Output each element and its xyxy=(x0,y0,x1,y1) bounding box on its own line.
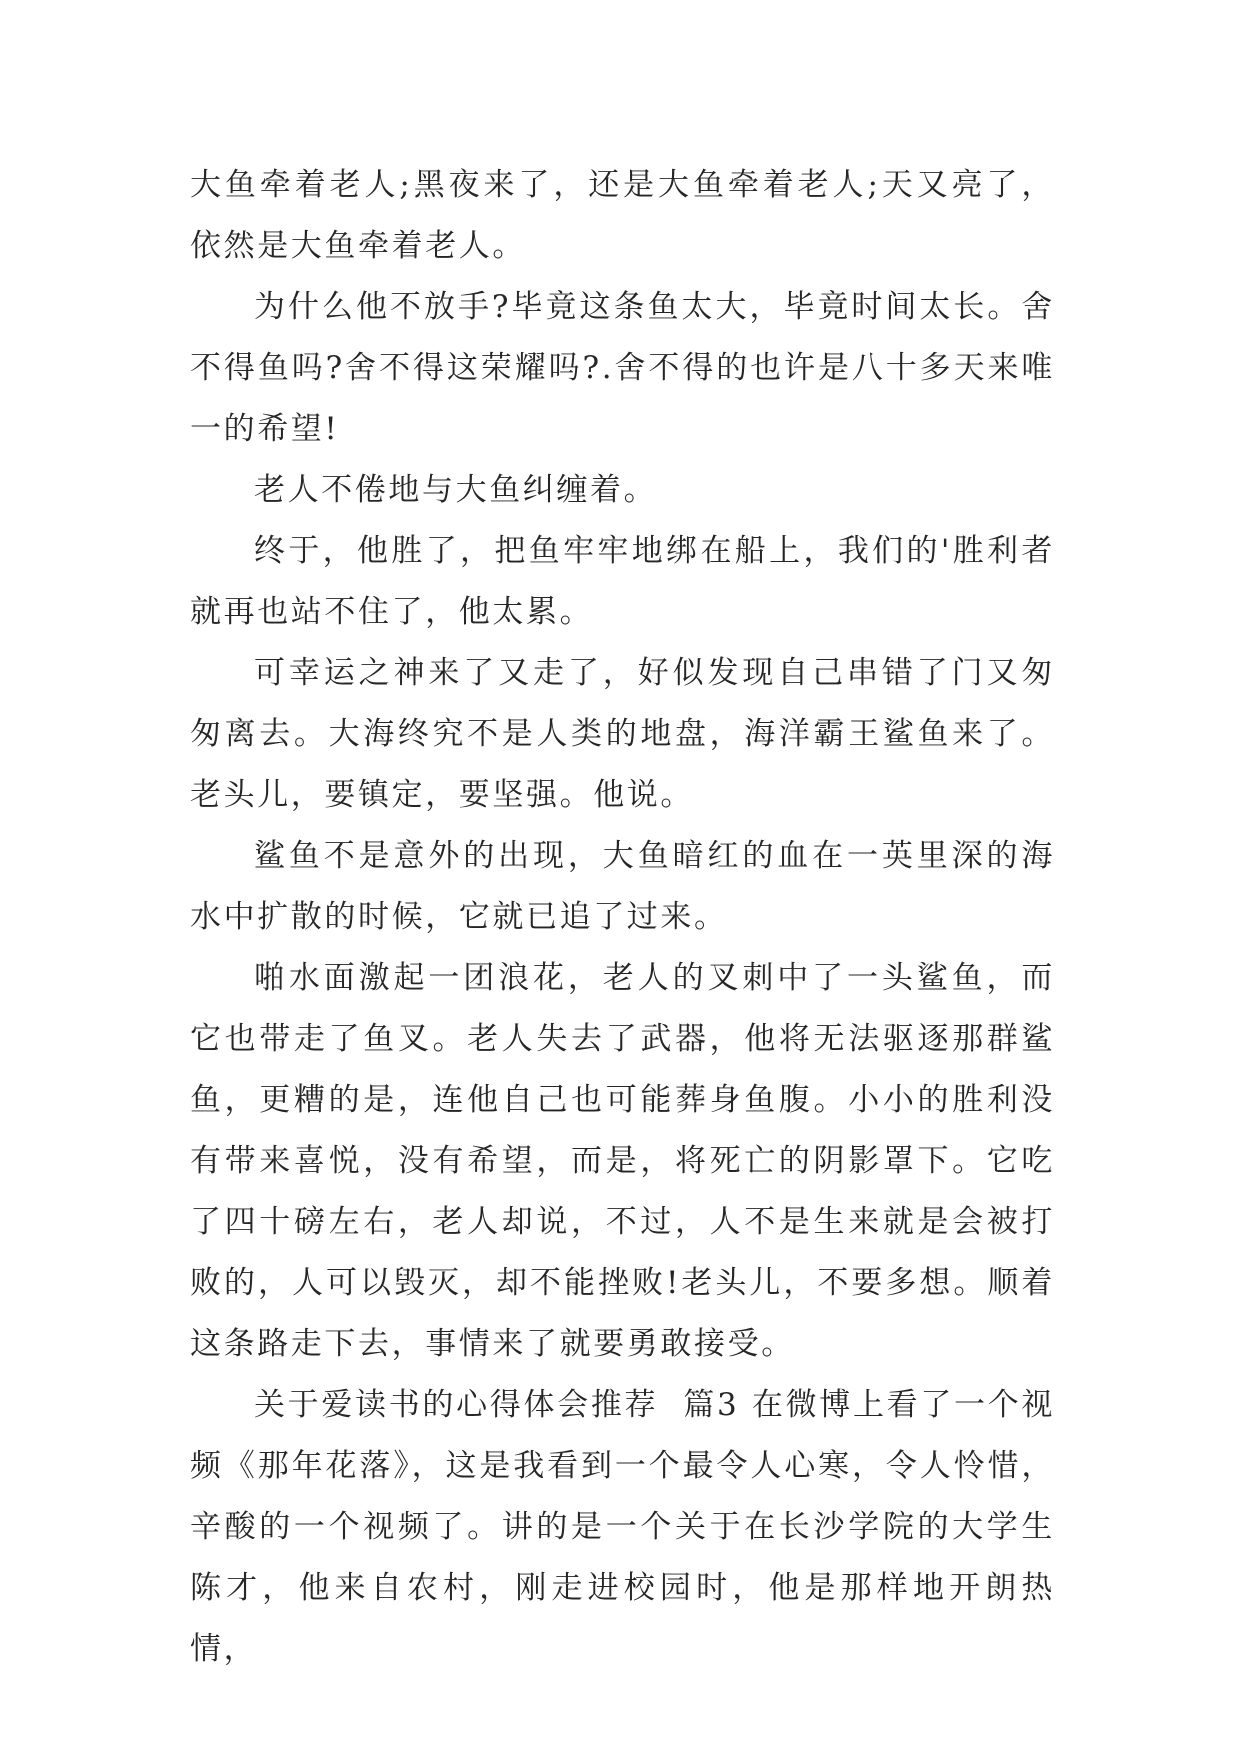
paragraph-3: 老人不倦地与大鱼纠缠着。 xyxy=(254,472,658,508)
paragraph-2: 为什么他不放手?毕竟这条鱼太大，毕竟时间太长。舍不得鱼吗?舍不得这荣耀吗?.舍不得的也许是八十多天来唯一的希望! xyxy=(190,289,1055,447)
paragraph-1: 大鱼牵着老人;黑夜来了，还是大鱼牵着老人;天又亮了，依然是大鱼牵着老人。 xyxy=(190,167,1055,264)
paragraph-4: 终于，他胜了，把鱼牢牢地绑在船上，我们的'胜利者就再也站不住了，他太累。 xyxy=(190,533,1055,630)
document-body xyxy=(190,155,1055,1680)
paragraph-5: 可幸运之神来了又走了，好似发现自己串错了门又匆匆离去。大海终究不是人类的地盘，海洋霸王鲨鱼来了。老头儿，要镇定，要坚强。他说。 xyxy=(190,655,1055,813)
paragraph-6: 鲨鱼不是意外的出现，大鱼暗红的血在一英里深的海水中扩散的时候，它就已追了过来。 xyxy=(190,838,1055,935)
section-paragraph xyxy=(190,1375,1055,1680)
section-heading: 关于爱读书的心得体会推荐 篇3 xyxy=(254,1387,740,1423)
section-spacer xyxy=(739,1387,752,1423)
section-body: 在微博上看了一个视频《那年花落》，这是我看到一个最令人心寒，令人怜惜，辛酸的一个视频了。讲的是一个关于在长沙学院的大学生陈才，他来自农村，刚走进校园时，他是那样地开朗热情， xyxy=(190,1387,1055,1667)
paragraph-7: 啪水面激起一团浪花，老人的叉刺中了一头鲨鱼，而它也带走了鱼叉。老人失去了武器，他将无法驱逐那群鲨鱼，更糟的是，连他自己也可能葬身鱼腹。小小的胜利没有带来喜悦，没有希望，而是，将死亡的阴影罩下。它吃了四十磅左右，老人却说，不过，人不是生来就是会被打败的，人可以毁灭，却不能挫败!老头儿，不要多想。顺着这条路走下去，事情来了就要勇敢接受。 xyxy=(190,960,1055,1362)
